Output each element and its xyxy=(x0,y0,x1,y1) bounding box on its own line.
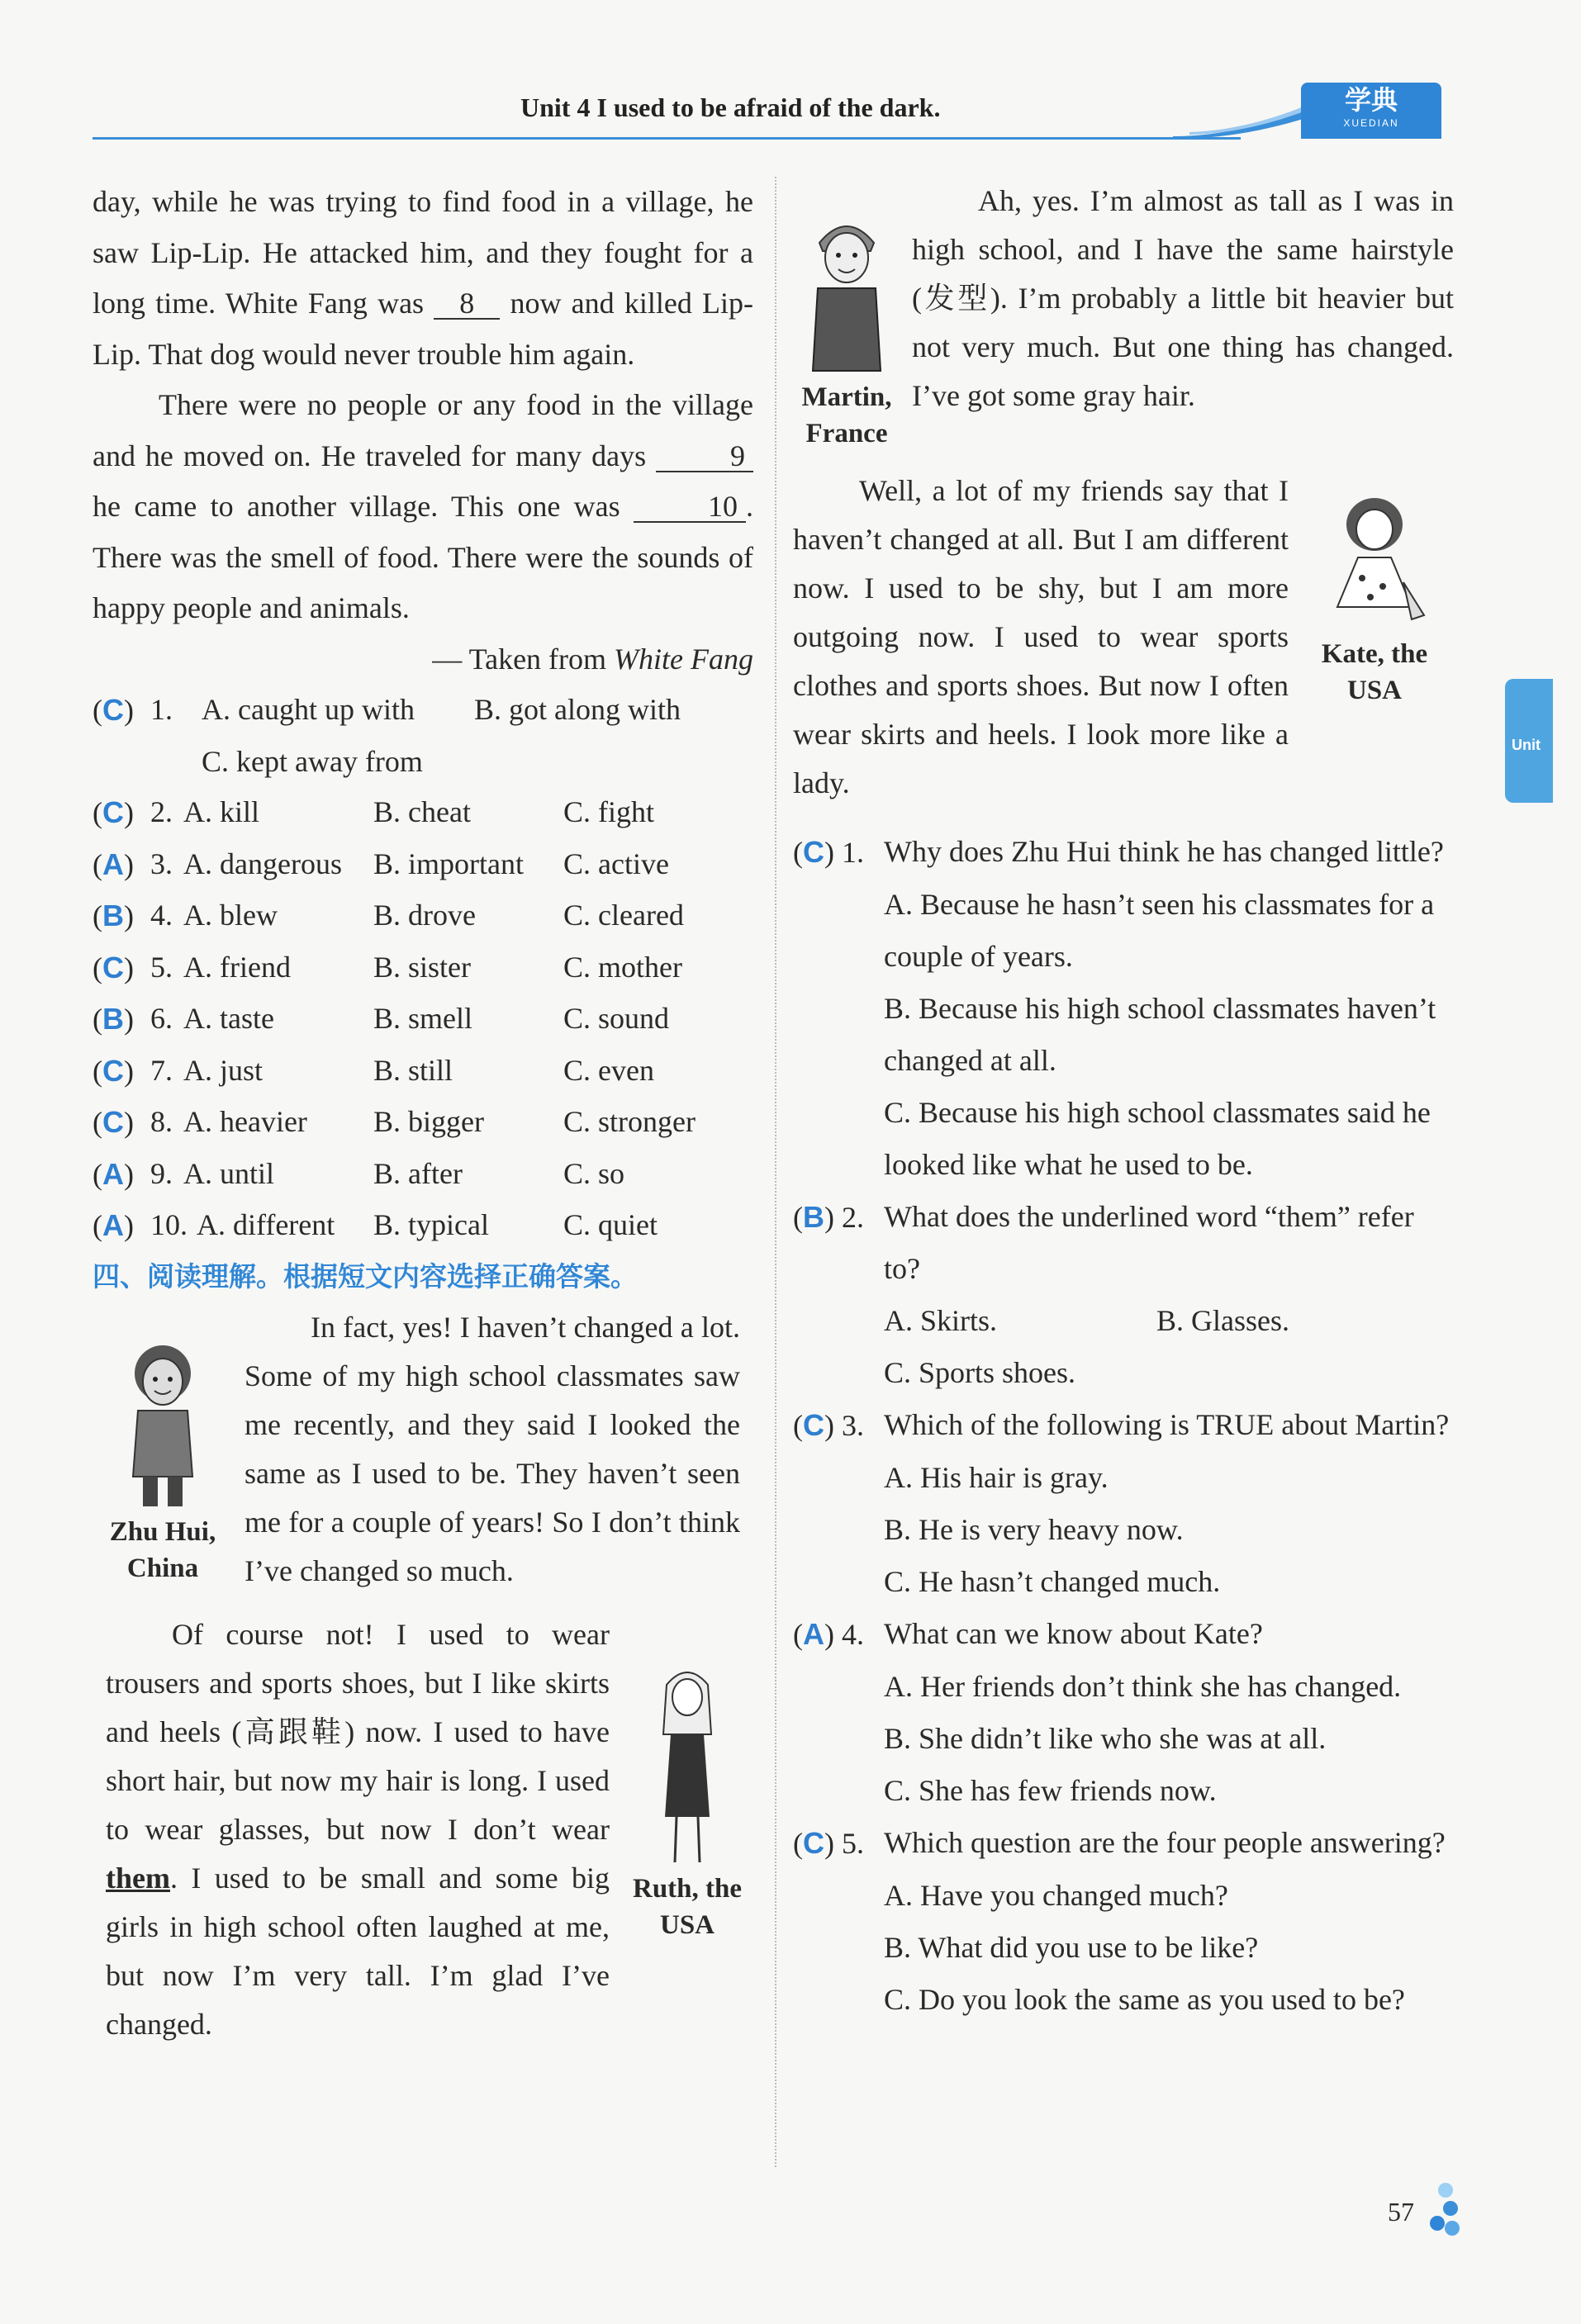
zhu-hui-text: In fact, yes! I haven’t changed a lot. Some of my high school classmates saw me recently, and they said I looked the same as I used to be. They haven’t seen me for a couple of years! So I don’t think I’ve changed so much. xyxy=(245,1310,740,1587)
reading-question-1: (C) 1. Why does Zhu Hui think he has changed little? A. Because he hasn’t seen his classmates for a couple of years. B. Because his high school classmates haven’t changed at all. C. Because his high school classmates said he looked like what he used to be. xyxy=(793,835,1444,1181)
blank-9: 9 xyxy=(656,441,753,472)
answer-mark: C xyxy=(803,835,824,869)
underlined-them: them xyxy=(106,1861,170,1895)
profile-kate xyxy=(793,467,1454,808)
cloze-question: (A) 9. A. until B. after C. so xyxy=(93,1156,625,1191)
blank-10: 10 xyxy=(634,491,746,523)
side-tab-unit[interactable]: Unit xyxy=(1505,679,1553,803)
cloze-question: (C) 2. A. kill B. cheat C. fight xyxy=(93,795,655,829)
man-jacket-icon xyxy=(801,210,892,375)
brand-logo: 学典 XUEDIAN xyxy=(1301,83,1441,139)
profile-ruth xyxy=(93,1610,753,2049)
profile-zhu-hui xyxy=(93,1303,753,1596)
reading-question-2: (B) 2. What does the underlined word “them” refer to? A. Skirts. B. Glasses. C. Sports shoes. xyxy=(793,1200,1414,1389)
ruth-portrait: Ruth, the USA xyxy=(621,1610,753,2049)
story-paragraph-1: day, while he was trying to find food in a village, he saw Lip-Lip. He attacked him, and they fought for a long time. White Fang was 8 now and killed Lip-Lip. That dog would never trouble him again. xyxy=(93,185,753,371)
cloze-question: (C) 8. A. heavier B. bigger C. stronger xyxy=(93,1105,696,1139)
story-source: — Taken from White Fang xyxy=(432,642,753,676)
profile-martin xyxy=(793,177,1454,452)
girl-dress-icon xyxy=(1313,491,1436,632)
story-paragraph-2: There were no people or any food in the village and he moved on. He traveled for many days 9 he came to another village. This one was 10 . There was the smell of food. There were the sounds of happy people and animals. xyxy=(93,388,753,624)
zhu-hui-portrait: Zhu Hui, China xyxy=(93,1303,233,1596)
girl-long-hair-icon xyxy=(642,1660,733,1866)
boy-curly-hair-icon xyxy=(113,1336,212,1510)
cloze-question-option-c: C. kept away from xyxy=(202,744,423,778)
reading-question-4: (A) 4. What can we know about Kate? A. Her friends don’t think she has changed. B. She didn’t like who she was at all. C. She has few friends now. xyxy=(793,1617,1402,1807)
cloze-question: (A) 10. A. different B. typical C. quiet xyxy=(93,1208,658,1242)
right-column xyxy=(793,177,1454,2026)
page-number: 57 xyxy=(1388,2197,1414,2227)
ruth-text: Of course not! I used to wear trousers and sports shoes, but I like skirts and heels (高跟鞋) now. I used to have short hair, but now my hair is long. I used to wear glasses, but now I don’t wear them. I used to be small and some big girls in high school often laughed at me, but now I’m very tall. I’m glad I’ve changed. xyxy=(106,1617,610,2041)
martin-portrait: Martin, France xyxy=(793,177,900,452)
martin-text: Ah, yes. I’m almost as tall as I was in high school, and I have the same hairstyle (发型). I’m probably a little bit heavier but not very much. But one thing has changed. I’ve got some gray hair. xyxy=(912,184,1454,412)
answer-mark: C xyxy=(102,693,124,727)
cloze-question: (C) 5. A. friend B. sister C. mother xyxy=(93,950,682,984)
reading-question-3: (C) 3. Which of the following is TRUE about Martin? A. His hair is gray. B. He is very heavy now. C. He hasn’t changed much. xyxy=(793,1408,1450,1598)
header-rule xyxy=(93,137,1241,140)
cloze-question: (B) 4. A. blew B. drove C. cleared xyxy=(93,899,684,932)
decorative-dots-icon xyxy=(1404,2180,1462,2246)
left-column xyxy=(93,177,753,2049)
reading-questions xyxy=(793,826,1454,2026)
cloze-questions xyxy=(93,685,753,1252)
kate-text: Well, a lot of my friends say that I haven’t changed at all. But I am different now. I used to be shy, but I am more outgoing now. I used to wear sports clothes and sports shoes. But now I often wear skirts and heels. I look more like a lady. xyxy=(793,474,1289,799)
kate-portrait: Kate, the USA xyxy=(1300,467,1449,808)
cloze-question: (C) 1. A. caught up with B. got along with xyxy=(93,693,681,727)
cloze-question: (C) 7. A. just B. still C. even xyxy=(93,1053,654,1088)
blank-8: 8 xyxy=(434,288,500,320)
section-heading: 四、阅读理解。根据短文内容选择正确答案。 xyxy=(93,1259,638,1292)
reading-question-5: (C) 5. Which question are the four people answering? A. Have you changed much? B. What did you use to be like? C. Do you look the same as you used to be? xyxy=(793,1826,1446,2016)
cloze-question: (A) 3. A. dangerous B. important C. active xyxy=(93,847,669,881)
unit-title: Unit 4 I used to be afraid of the dark. xyxy=(520,92,941,122)
column-divider xyxy=(775,177,776,2167)
cloze-question: (B) 6. A. taste B. smell C. sound xyxy=(93,1002,670,1036)
